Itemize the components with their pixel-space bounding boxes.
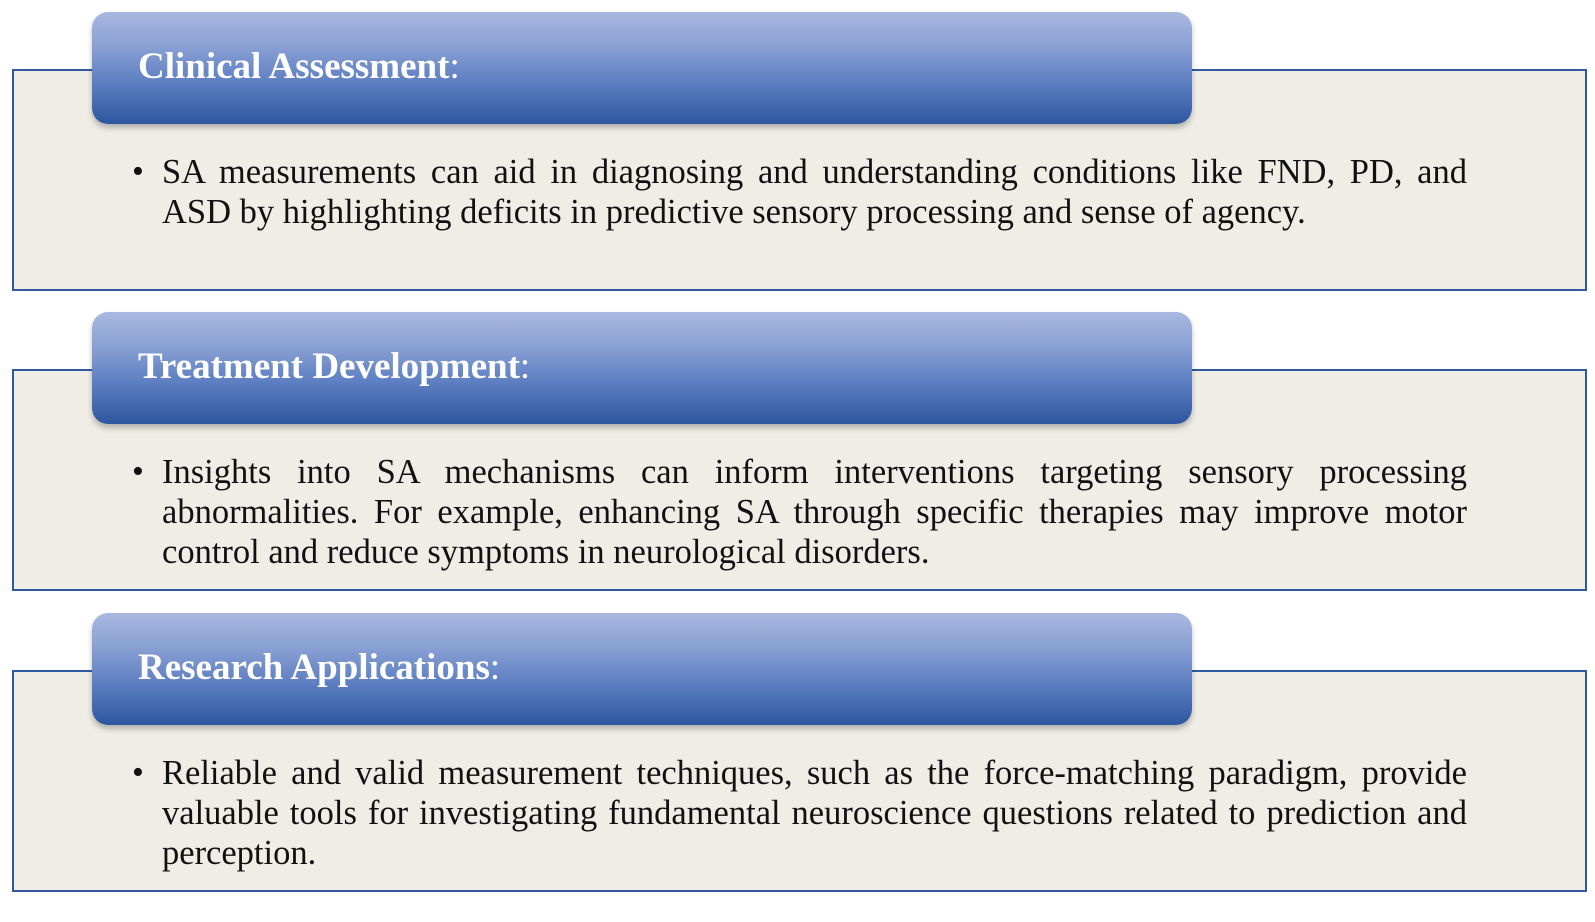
- title-colon: :: [449, 46, 460, 87]
- section-title: Treatment Development: [138, 346, 520, 387]
- section-heading: [138, 43, 460, 91]
- section-title: Clinical Assessment: [138, 46, 450, 87]
- bullet-item: [132, 452, 1467, 572]
- header-bar: [92, 312, 1192, 424]
- bullet-dot: •: [132, 754, 144, 791]
- section-heading: [138, 644, 500, 692]
- title-colon: :: [519, 346, 531, 387]
- section-clinical-assessment: [0, 12, 1595, 302]
- section-title: Research Applications: [138, 647, 490, 688]
- bullet-text: Insights into SA mechanisms can inform interventions targeting sensory processing abnormalities. For example, enhancing SA through specific therapies may improve motor control and reduce symptoms in neurological disorders.: [162, 453, 1467, 571]
- header-bar: [92, 12, 1192, 124]
- bullet-text: Reliable and valid measurement techniques, such as the force-matching paradigm, provide valuable tools for investigating fundamental neuroscience questions related to prediction and perception.: [162, 754, 1467, 872]
- bullet-text: SA measurements can aid in diagnosing and understanding conditions like FND, PD, and ASD by highlighting deficits in predictive sensory processing and sense of agency.: [162, 153, 1467, 231]
- section-treatment-development: [0, 312, 1595, 602]
- bullet-item: [132, 152, 1467, 232]
- bullet-dot: •: [132, 153, 144, 190]
- section-heading: [138, 343, 530, 391]
- section-research-applications: [0, 613, 1595, 903]
- title-colon: :: [489, 647, 501, 688]
- header-bar: [92, 613, 1192, 725]
- bullet-item: [132, 753, 1467, 873]
- bullet-dot: •: [132, 453, 144, 490]
